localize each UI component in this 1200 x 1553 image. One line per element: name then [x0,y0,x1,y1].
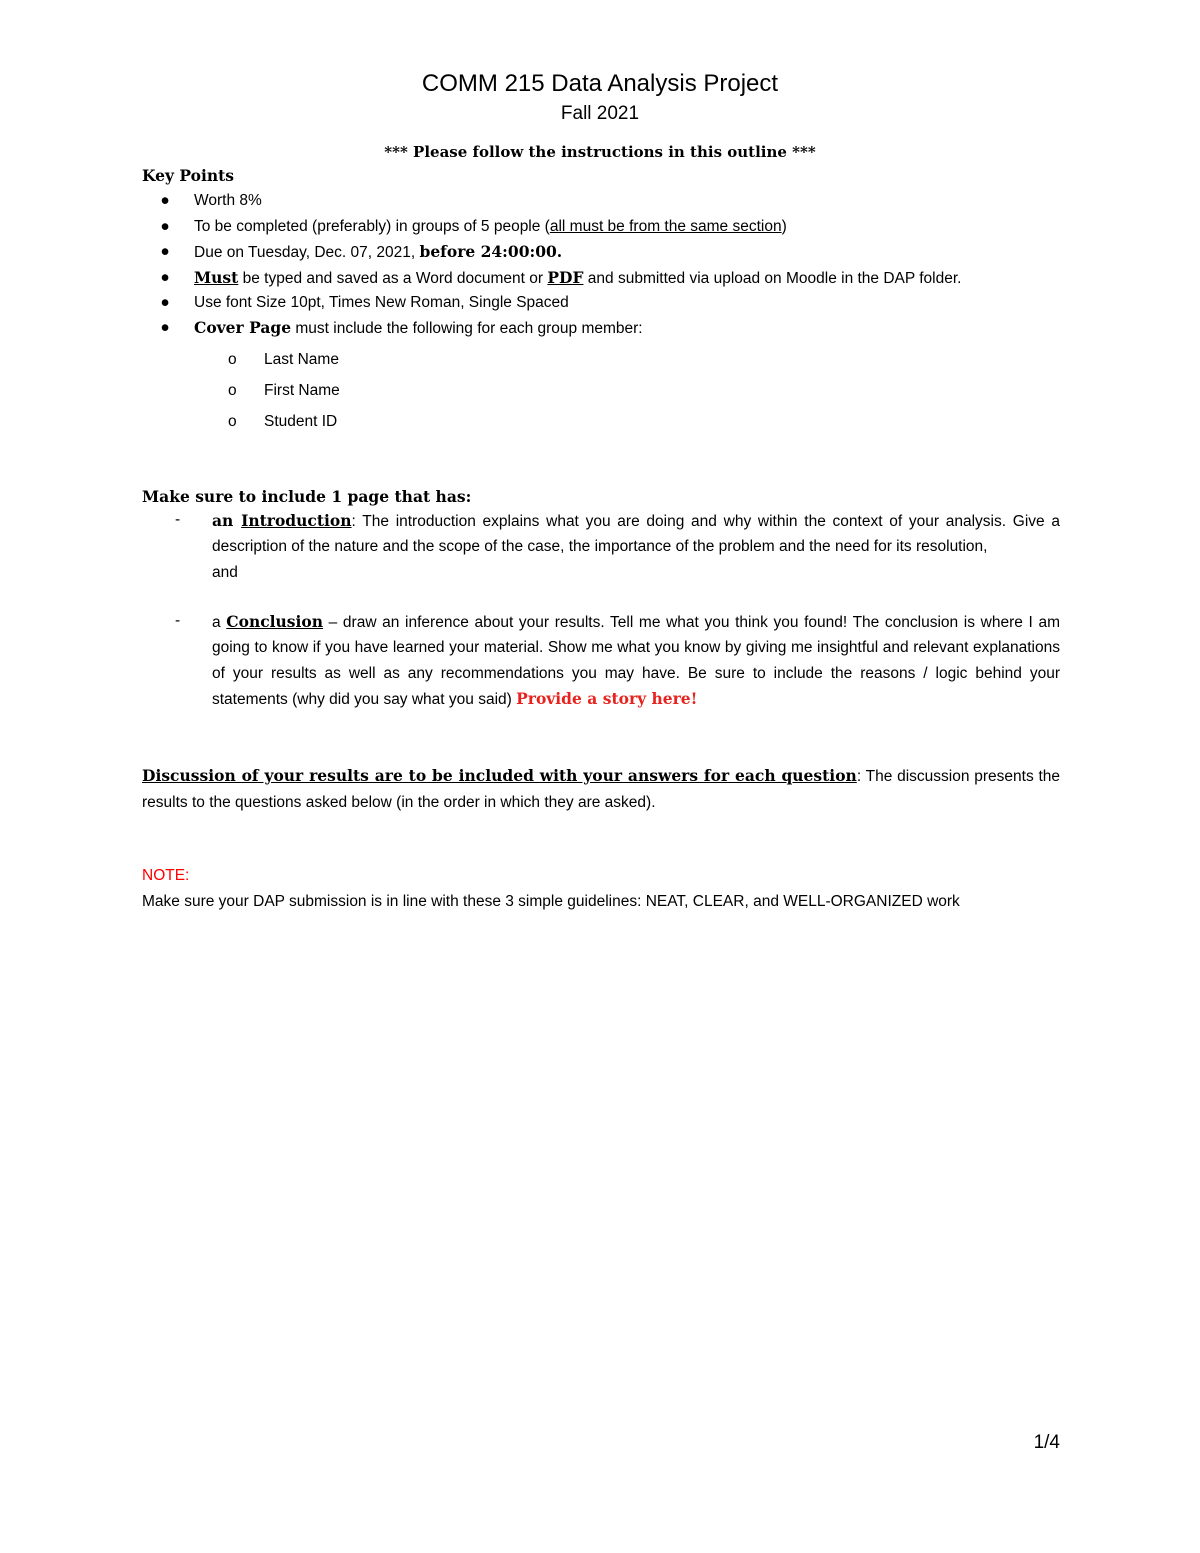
note-text: Make sure your DAP submission is in line with these 3 simple guidelines: NEAT, CLEAR, and WELL-ORGANIZED work [142,893,960,910]
bullet-dot-icon: ● [160,294,170,311]
circle-bullet-icon: o [228,351,237,368]
bullet-dot-icon: ● [160,269,170,286]
include-heading: Make sure to include 1 page that has: [142,487,472,506]
conclusion-paragraph: a Conclusion – draw an inference about your results. Tell me what you think you found! The conclusion is where I am going to know if you have learned your material. Show me what you know by giving me insightful and relevant explanations of your results as well as any recommendations you may have. Be sure to include the reasons / logic behind your statements (why did you say what you said) Provide a story here! [212,612,1060,708]
circle-bullet-icon: o [228,413,237,430]
term-label: Fall 2021 [560,103,640,124]
key-points-heading: Key Points [142,166,235,185]
instructions-banner: *** Please follow the instructions in this outline *** [384,143,816,161]
discussion-paragraph: Discussion of your results are to be included with your answers for each question: The discussion presents the results to the questions asked below (in the order in which they are asked). [142,766,1061,811]
bullet-dot-icon: ● [160,192,170,209]
note-label: NOTE: [142,867,190,884]
circle-bullet-icon: o [228,382,237,399]
introduction-paragraph: an Introduction: The introduction explains what you are doing and why within the context of your analysis. Give a description of the nature and the scope of the case, the importance of the problem and the need for its resolution, and [212,511,1060,581]
bullet-dot-icon: ● [160,243,170,260]
page-number: 1/4 [1033,1432,1060,1453]
bullet-dot-icon: ● [160,218,170,235]
document-title: COMM 215 Data Analysis Project [421,70,779,97]
bullet-dot-icon: ● [160,319,170,336]
document-page: COMM 215 Data Analysis Project Fall 2021 *** Please follow the instructions in this outline *** Key Points ● Worth 8% ● To be completed (preferably) in groups of 5 people (all must be from the same section) ● Due on Tuesday, Dec. 07, 2021, before 24:00:00. ● Must be typed and saved as a Word document or PDF and submitted via upload on Moodle in the DAP folder. ● Use font Size 10pt, Times New Roman, Single Spaced ● Cover Page must include the following for each group member: o Last Name o First Name o Student ID Make sure to include 1 page that has: - an Introduction: The introduction explains what you are doing and why within the context of your analysis. Give a description of the nature and the scope of the case, the importance of the problem and the need for its resolution, and - a Conclusion – draw an inference about your results. Tell me what you think you found! The conclusion is where I am going to know if you have learned your material. Show me what you know by giving me insightful and relevant explanations of your results as well as any recommendations you may have. Be sure to include the reasons / logic behind your statements (why did you say what you said) Provide a story here! Discussion of your results are to be included with your answers for each question: The discussion presents the results to the questions asked below (in the order in which they are asked). NOTE: Make sure your DAP submission is in line with these 3 simple guidelines: NEAT, CLEAR, and WELL-ORGANIZED work 1/4 [0,0,1200,1553]
